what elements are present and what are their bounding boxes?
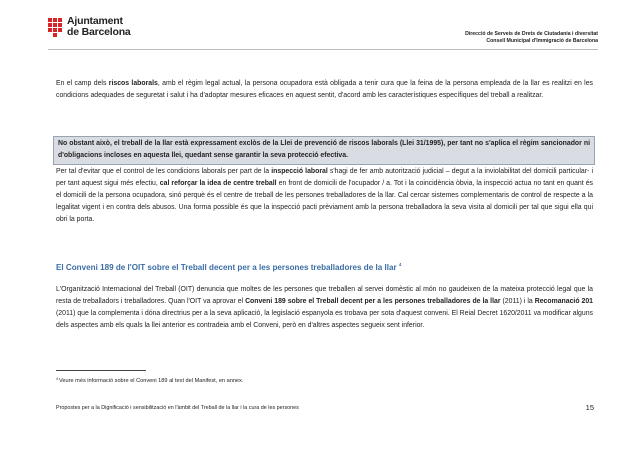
- callout-text: No obstant això, el treball de la llar està expressament exclòs de la Llei de prevenció de riscos laborals (Llei 31/1995), per tant no s'aplica el règim sancionador ni d'obligacions incloses en aquesta llei, quedant sense garantir la seva protecció efectiva.: [58, 140, 590, 160]
- footnote-number: 4: [56, 377, 58, 381]
- page-number: 15: [585, 403, 594, 412]
- p3-text-2: (2011) i la: [500, 298, 535, 306]
- p2-text-3: en front de domicili de l'ocupador / a. Tot i la coincidència òbvia, la inspecció actua no tant en quant és el domicili de la persona ocupadora, sinó perquè és el centre de treball de les persones treballadores de la llar. Cal cercar sistemes complementaris de control de respecte a la legalitat vigent i en contra dels abusos. Una forma possible és que la inspecció pacti prèviament amb la persona treballadora la seva visita al domicili per tal que sigui ella qui obri la porta.: [56, 180, 593, 224]
- highlight-callout-box: [53, 136, 595, 165]
- footnote-text: Veure més informació sobre el Conveni 189 al text del Manifest, en annex.: [59, 378, 244, 384]
- p3-text-1: L'Organització Internacional del Treball (OIT) denuncia que moltes de les persones que treballen al servei domèstic al món no gaudeixen de la mateixa protecció legal que la resta de treballadors i treballadores. Quan l'OIT va aprovar el: [56, 286, 593, 306]
- p2-text-2: s'hagi de fer amb autorització judicial – degut a la inviolabilitat del domicili particular- i per tant aquest sigui més efectiu,: [56, 168, 593, 188]
- logo-line-2: de Barcelona: [67, 26, 131, 38]
- p3-bold-2: Recomanació 201: [534, 298, 594, 306]
- header-divider: [48, 49, 598, 50]
- p1-text-2: , amb el règim legal actual, la persona ocupadora està obligada a tenir cura que la feina de la persona empleada de la llar es realitzi en les condicions adequades de seguretat i salut i ha d'adoptar mesures eficaces en aquest sentit, d'acord amb les característiques específiques del treball a realitzar.: [56, 80, 593, 100]
- ajuntament-logo: [48, 16, 131, 38]
- barcelona-shield-icon: [48, 18, 62, 38]
- department-heading: [465, 31, 598, 45]
- section-heading-conveni-189: [56, 262, 401, 272]
- p3-bold-1: Conveni 189 sobre el Treball decent per a les persones treballadores de la llar: [245, 298, 501, 306]
- p2-bold-1: inspecció laboral: [271, 168, 328, 175]
- paragraph-oit: [56, 284, 593, 332]
- logo-line-1: Ajuntament: [67, 15, 123, 27]
- p2-text-1: Per tal d'evitar que el control de les condicions laborals per part de la: [56, 168, 272, 175]
- paragraph-riscos-laborals: [56, 78, 593, 102]
- logo-text: [67, 16, 131, 38]
- p3-text-3: (2011) que la complementa i dóna directrius per a la seva aplicació, la legislació espanyola es trobava per sota d'aquest conveni. El Reial Decret 1620/2011 va modificar alguns dels aspectes amb els quals la llei anterior es contradeia amb el Conveni, però en d'altres aspectes segueix sent inferior.: [56, 310, 593, 330]
- paragraph-inspeccio-laboral: [56, 166, 593, 226]
- p1-text-1: En el camp dels: [56, 80, 109, 87]
- p1-bold-1: riscos laborals: [108, 80, 158, 87]
- department-line-2: Consell Municipal d'Immigració de Barcelona: [486, 38, 598, 44]
- section-heading-text: El Conveni 189 de l'OIT sobre el Treball decent per a les persones treballadores de la llar: [56, 263, 397, 272]
- p2-bold-2: cal reforçar la idea de centre treball: [159, 180, 277, 188]
- footnote-divider: [56, 370, 146, 371]
- page-footer-title: Propostes per a la Dignificació i sensibilització en l'àmbit del Treball de la llar i la cura de les persones: [56, 405, 299, 411]
- footnote: [56, 375, 243, 385]
- footnote-reference[interactable]: 4: [398, 262, 402, 267]
- department-line-1: Direcció de Serveis de Drets de Ciutadania i diversitat: [465, 31, 598, 37]
